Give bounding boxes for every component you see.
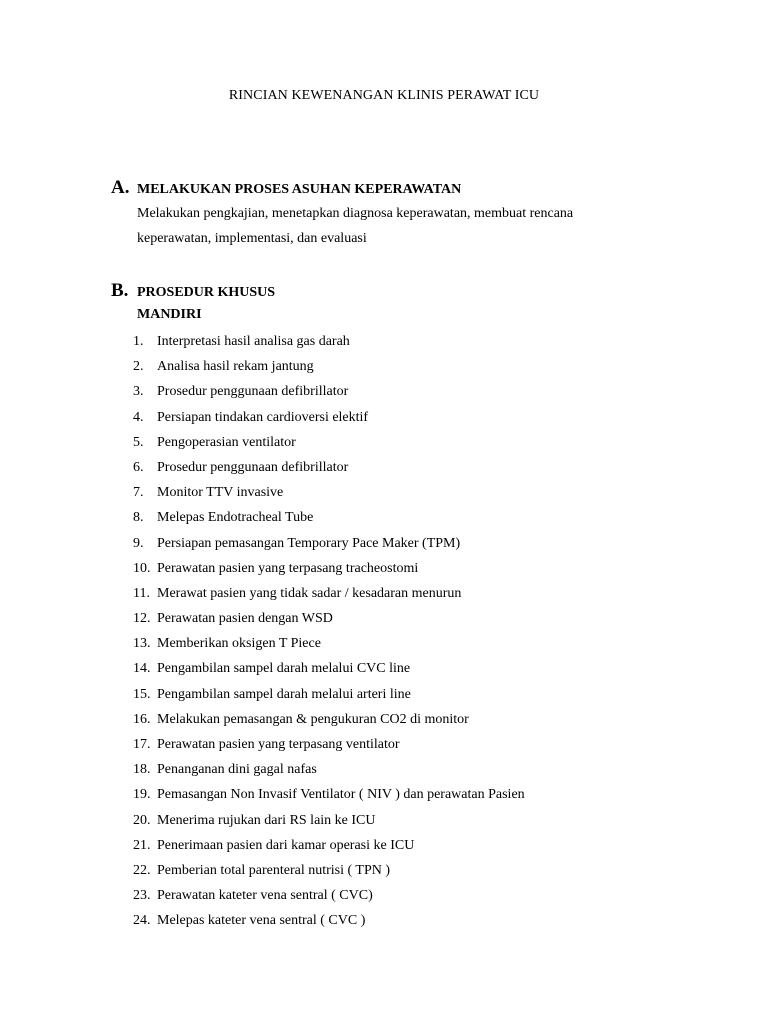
list-item-number: 2. xyxy=(133,359,144,375)
list-item xyxy=(133,585,525,610)
list-item xyxy=(133,887,525,912)
section-b-title: PROSEDUR KHUSUS xyxy=(137,285,276,300)
list-item xyxy=(133,358,525,383)
list-item xyxy=(133,812,525,837)
section-a-heading xyxy=(111,177,461,199)
list-item xyxy=(133,409,525,434)
list-item-text: Perawatan kateter vena sentral ( CVC) xyxy=(157,888,373,904)
section-a-text-line-2: keperawatan, implementasi, dan evaluasi xyxy=(137,231,367,246)
list-item-text: Pengambilan sampel darah melalui arteri line xyxy=(157,686,411,702)
section-b-letter: B. xyxy=(111,280,129,301)
list-item xyxy=(133,535,525,560)
list-item-text: Prosedur penggunaan defibrillator xyxy=(157,459,349,475)
list-item-text: Interpretasi hasil analisa gas darah xyxy=(157,334,350,349)
list-item-text: Perawatan pasien dengan WSD xyxy=(157,611,333,627)
list-item-number: 6. xyxy=(133,459,144,475)
list-item-number: 12. xyxy=(133,611,151,627)
list-item-number: 21. xyxy=(133,837,151,853)
list-item xyxy=(133,912,525,937)
list-item xyxy=(133,862,525,887)
list-item-number: 1. xyxy=(133,334,144,349)
list-item xyxy=(133,786,525,811)
list-item-number: 5. xyxy=(133,434,144,450)
list-item-text: Menerima rujukan dari RS lain ke ICU xyxy=(157,812,376,828)
list-item-text: Pengambilan sampel darah melalui CVC line xyxy=(157,661,411,677)
list-item-number: 20. xyxy=(133,812,151,828)
list-item-text: Penanganan dini gagal nafas xyxy=(157,762,317,778)
list-item xyxy=(133,383,525,408)
list-item-text: Persiapan tindakan cardioversi elektif xyxy=(157,409,369,425)
list-item xyxy=(133,635,525,660)
list-item-number: 8. xyxy=(133,510,144,526)
list-item-text: Prosedur penggunaan defibrillator xyxy=(157,384,349,400)
list-item-text: Melepas kateter vena sentral ( CVC ) xyxy=(157,913,366,929)
list-item-text: Merawat pasien yang tidak sadar / kesadaran menurun xyxy=(157,585,462,601)
list-item-text: Memberikan oksigen T Piece xyxy=(157,636,321,652)
list-item-number: 18. xyxy=(133,762,151,778)
document-title: RINCIAN KEWENANGAN KLINIS PERAWAT ICU xyxy=(228,88,540,103)
list-item-number: 22. xyxy=(133,862,151,878)
list-item-number: 15. xyxy=(133,686,151,702)
list-item-text: Pemberian total parenteral nutrisi ( TPN ) xyxy=(157,862,391,878)
list-item-number: 3. xyxy=(133,384,144,400)
list-item-number: 13. xyxy=(133,636,151,652)
list-item-text: Monitor TTV invasive xyxy=(157,485,284,501)
list-item xyxy=(133,761,525,786)
list-item-text: Melakukan pemasangan & pengukuran CO2 di monitor xyxy=(157,711,469,727)
list-item-text: Melepas Endotracheal Tube xyxy=(157,510,314,526)
list-item-number: 14. xyxy=(133,661,151,677)
section-a-text-line-1: Melakukan pengkajian, menetapkan diagnosa keperawatan, membuat rencana xyxy=(137,206,574,221)
list-item xyxy=(133,837,525,862)
list-item-text: Pemasangan Non Invasif Ventilator ( NIV ) dan perawatan Pasien xyxy=(157,787,525,803)
list-item-number: 23. xyxy=(133,888,151,904)
list-item xyxy=(133,434,525,459)
section-b-heading xyxy=(111,280,275,302)
list-item xyxy=(133,560,525,585)
list-item-number: 10. xyxy=(133,560,151,576)
section-b-subheading: MANDIRI xyxy=(137,307,202,322)
list-item-number: 24. xyxy=(133,913,151,929)
list-item-number: 9. xyxy=(133,535,144,551)
list-item-text: Analisa hasil rekam jantung xyxy=(157,359,314,375)
list-item-text: Perawatan pasien yang terpasang ventilator xyxy=(157,737,400,752)
list-item-text: Perawatan pasien yang terpasang tracheostomi xyxy=(157,560,419,576)
list-item-number: 7. xyxy=(133,485,144,501)
list-item-number: 4. xyxy=(133,409,144,425)
list-item xyxy=(133,711,525,736)
list-item-text: Persiapan pemasangan Temporary Pace Maker (TPM) xyxy=(157,535,461,551)
list-item-text: Pengoperasian ventilator xyxy=(157,434,296,450)
list-item-number: 19. xyxy=(133,787,151,803)
list-item-number: 17. xyxy=(133,737,151,752)
list-item-number: 11. xyxy=(133,585,150,601)
section-a-letter: A. xyxy=(111,177,130,198)
list-item xyxy=(133,610,525,635)
list-item xyxy=(133,509,525,534)
list-item xyxy=(133,459,525,484)
section-a-title: MELAKUKAN PROSES ASUHAN KEPERAWATAN xyxy=(137,182,462,197)
list-item xyxy=(133,736,525,761)
list-item xyxy=(133,484,525,509)
list-item xyxy=(133,686,525,711)
list-item xyxy=(133,333,525,358)
list-item-text: Penerimaan pasien dari kamar operasi ke ICU xyxy=(157,837,415,853)
procedure-list xyxy=(133,333,525,938)
list-item xyxy=(133,660,525,685)
list-item-number: 16. xyxy=(133,711,151,727)
